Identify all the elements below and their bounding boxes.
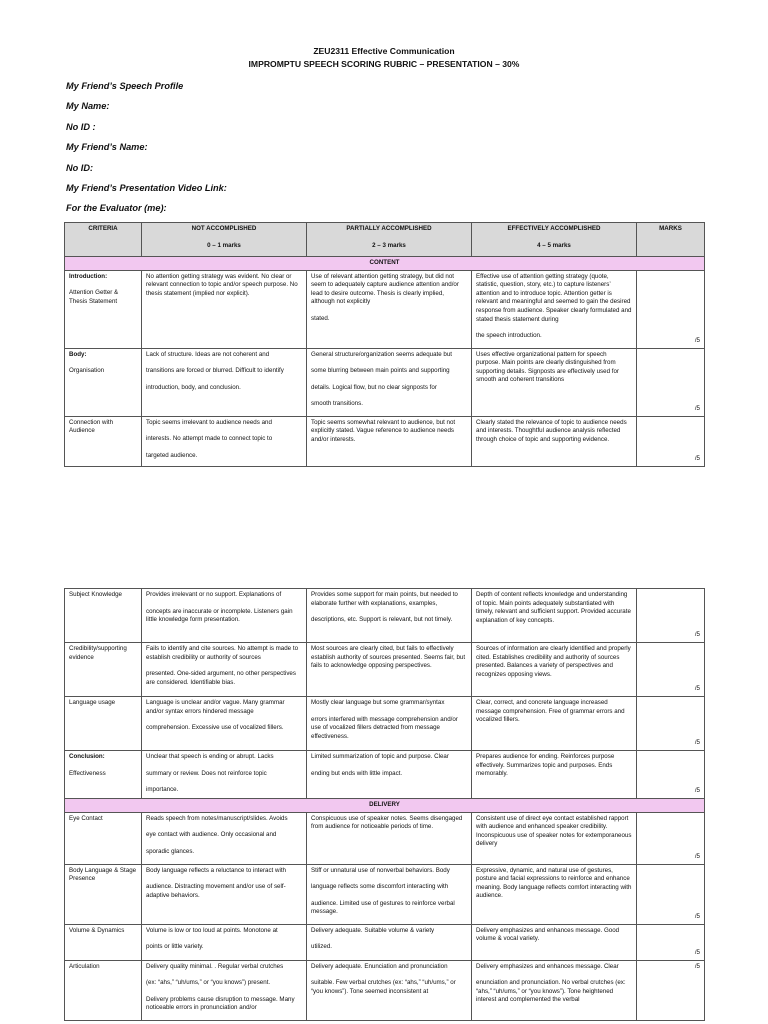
paragraph-gap [311, 359, 467, 367]
partial-descriptor-cell [307, 812, 472, 864]
partial-descriptor-paragraph: ending but ends with little impact. [311, 769, 403, 777]
not-descriptor-paragraph: sporadic glances. [146, 847, 195, 855]
effective-descriptor-paragraph: Clearly stated the relevance of topic to audience needs and interests. Thoughtful audience analysis reflected through choice of topic and supporting evidence. [476, 418, 627, 443]
partial-descriptor-paragraph: Most sources are clearly cited, but fails to effectively establish authority of sources presented. Seems fair, but fails to acknowledge opposing perspectives. [311, 645, 466, 670]
criteria-cell [65, 864, 142, 924]
effective-descriptor-cell [472, 697, 637, 751]
not-descriptor-paragraph: Delivery quality minimal. . Regular verbal crutches [146, 962, 284, 970]
marks-header: MARKS [637, 223, 705, 257]
rubric-row [65, 960, 705, 1020]
partial-descriptor-cell [307, 643, 472, 697]
my-id-label: No ID : [66, 122, 96, 132]
paragraph-gap [311, 762, 467, 770]
paragraph-gap [146, 988, 302, 996]
criteria-name: Connection with Audience [69, 418, 114, 435]
criteria-name: Body Language & Stage Presence [69, 866, 137, 883]
not-descriptor-paragraph: Volume is low or too loud at points. Monotone at [146, 926, 278, 934]
paragraph-gap [69, 281, 137, 289]
rubric-title: IMPROMPTU SPEECH SCORING RUBRIC – PRESENTATION – 30% [248, 59, 520, 69]
effective-descriptor-cell [472, 864, 637, 924]
not-descriptor-cell [142, 812, 307, 864]
not-descriptor-paragraph: transitions are forced or blurred. Difficult to identify [146, 367, 284, 375]
criteria-cell [65, 643, 142, 697]
not-descriptor-paragraph: Unclear that speech is ending or abrupt. Lacks [146, 753, 274, 760]
my-name-label: My Name: [66, 101, 110, 111]
not-descriptor-paragraph: targeted audience. [146, 451, 198, 459]
rubric-row [65, 864, 705, 924]
partially-accomplished-range: 2 – 3 marks [372, 241, 406, 249]
not-descriptor-paragraph: interests. No attempt made to connect topic to [146, 435, 273, 443]
rubric-row [65, 751, 705, 799]
video-link-label: My Friend’s Presentation Video Link: [66, 183, 227, 193]
partial-descriptor-paragraph: Mostly clear language but some grammar/syntax [311, 699, 445, 706]
not-descriptor-paragraph: No attention getting strategy was evident. No clear or relevant connection to topic and/or speech purpose. No thesis statement (implied nor explicit). [146, 272, 298, 297]
rubric-row [65, 589, 705, 643]
marks-cell: /5 [637, 643, 705, 697]
effective-descriptor-paragraph: Delivery emphasizes and enhances message. Clear [476, 962, 619, 970]
marks-cell: /5 [637, 751, 705, 799]
effective-descriptor-paragraph: Clear, correct, and concrete language increased message comprehension. Free of grammar errors and vocalized fillers. [476, 699, 625, 724]
criteria-cell [65, 751, 142, 799]
effective-descriptor-paragraph: Sources of information are clearly identified and properly cited. Establishes credibility and authority of sources presented. Balances a variety of perspectives and recognizes opposing views. [476, 645, 631, 678]
effective-descriptor-cell [472, 589, 637, 643]
not-descriptor-cell [142, 589, 307, 643]
not-accomplished-label: NOT ACCOMPLISHED [191, 225, 257, 232]
not-descriptor-cell [142, 270, 307, 348]
criteria-name: Volume & Dynamics [69, 926, 125, 934]
paragraph-gap [311, 971, 467, 979]
partial-descriptor-paragraph: Use of relevant attention getting strategy, but did not seem to adequately capture audience attention and/or lead to desire outcome. Thesis is clearly implied, although not explicitly [311, 272, 459, 306]
not-descriptor-paragraph: points or little variety. [146, 943, 204, 951]
profile-heading: My Friend’s Speech Profile [66, 81, 184, 91]
effectively-accomplished-header [472, 223, 637, 257]
not-descriptor-paragraph: (ex: “ahs,” “uh/ums,” or “you knows”) present. [146, 979, 271, 987]
partial-descriptor-paragraph: Stiff or unnatural use of nonverbal behaviors. Body [311, 866, 450, 874]
not-descriptor-paragraph: Language is unclear and/or vague. Many grammar and/or syntax errors hindered message [146, 699, 285, 715]
marks-cell: /5 [637, 348, 705, 416]
paragraph-gap [146, 600, 302, 608]
not-descriptor-paragraph: Topic seems irrelevant to audience needs and [146, 418, 272, 426]
paragraph-gap [146, 762, 302, 770]
not-descriptor-paragraph: introduction, body, and conclusion. [146, 383, 241, 391]
paragraph-gap [476, 971, 632, 979]
paragraph-gap [146, 716, 302, 724]
criteria-subtitle: Organisation [69, 367, 105, 375]
partial-descriptor-paragraph: Topic seems somewhat relevant to audience, but not explicitly stated. Vague reference to audience needs and/or interests. [311, 418, 456, 443]
rubric-table-content [64, 222, 705, 467]
partial-descriptor-paragraph: General structure/organization seems adequate but [311, 350, 453, 358]
not-accomplished-range: 0 – 1 marks [207, 241, 241, 249]
section-row-delivery [65, 799, 705, 813]
effective-descriptor-cell [472, 751, 637, 799]
criteria-name: Introduction: [69, 272, 108, 280]
criteria-cell [65, 348, 142, 416]
partial-descriptor-paragraph: errors interfered with message comprehension and/or use of vocalized fillers detracted from message effectiveness. [311, 715, 458, 740]
effective-descriptor-paragraph: enunciation and pronunciation. No verbal crutches (ex: “ahs,” “uh/ums,” or “you knows”). Tone heightened interest and complemented the verbal [476, 979, 626, 1004]
marks-cell: /5 [637, 697, 705, 751]
criteria-cell [65, 697, 142, 751]
paragraph-gap [146, 662, 302, 670]
criteria-name: Body: [69, 350, 87, 358]
paragraph-gap [146, 359, 302, 367]
paragraph-gap [311, 892, 467, 900]
rubric-row [65, 812, 705, 864]
not-descriptor-paragraph: Reads speech from notes/manuscript/slides. Avoids [146, 814, 288, 822]
paragraph-gap [146, 376, 302, 384]
effective-descriptor-paragraph: the speech introduction. [476, 332, 542, 340]
partial-descriptor-paragraph: audience. Limited use of gestures to reinforce verbal message. [311, 899, 455, 916]
criteria-name: Language usage [69, 699, 116, 706]
paragraph-gap [476, 324, 632, 332]
effective-descriptor-paragraph: Consistent use of direct eye contact established rapport with audience and enhanced speaker credibility. Inconspicuous use of speaker notes for extemporaneous delivery [476, 814, 632, 848]
partially-accomplished-label: PARTIALLY ACCOMPLISHED [346, 225, 432, 232]
not-descriptor-paragraph: comprehension. Excessive use of vocalized fillers. [146, 724, 284, 732]
partial-descriptor-cell [307, 270, 472, 348]
section-label-delivery: DELIVERY [65, 799, 705, 813]
partial-descriptor-paragraph: some blurring between main points and supporting [311, 367, 450, 375]
paragraph-gap [146, 935, 302, 943]
not-descriptor-paragraph: Lack of structure. Ideas are not coherent and [146, 350, 270, 358]
not-descriptor-cell [142, 864, 307, 924]
criteria-cell [65, 270, 142, 348]
effective-descriptor-cell [472, 812, 637, 864]
criteria-name: Eye Contact [69, 814, 103, 822]
partial-descriptor-cell [307, 348, 472, 416]
effectively-accomplished-range: 4 – 5 marks [537, 241, 571, 249]
effective-descriptor-cell [472, 416, 637, 466]
effective-descriptor-paragraph: Delivery emphasizes and enhances message. Good volume & vocal variety. [476, 926, 620, 943]
criteria-cell [65, 416, 142, 466]
rubric-row [65, 416, 705, 466]
paragraph-gap [146, 444, 302, 452]
marks-cell: /5 [637, 960, 705, 1020]
criteria-cell [65, 589, 142, 643]
not-descriptor-paragraph: presented. One-sided argument, no other perspectives are considered. Identifiable bias. [146, 670, 296, 686]
rubric-row [65, 697, 705, 751]
criteria-cell [65, 960, 142, 1020]
partial-descriptor-paragraph: stated. [311, 314, 330, 322]
not-descriptor-paragraph: audience. Distracting movement and/or use of self-adaptive behaviors. [146, 883, 286, 899]
criteria-name: Subject Knowledge [69, 591, 122, 598]
criteria-cell [65, 924, 142, 960]
not-descriptor-paragraph: Provides irrelevant or no support. Explanations of [146, 591, 282, 598]
not-descriptor-cell [142, 416, 307, 466]
partial-descriptor-paragraph: Limited summarization of topic and purpose. Clear [311, 753, 449, 760]
not-descriptor-paragraph: Delivery problems cause disruption to message. Many noticeable errors in pronunciation and/or [146, 995, 295, 1012]
paragraph-gap [146, 427, 302, 435]
effectively-accomplished-label: EFFECTIVELY ACCOMPLISHED [507, 225, 601, 232]
paragraph-gap [311, 608, 467, 616]
effective-descriptor-cell [472, 924, 637, 960]
criteria-name: Credibility/supporting evidence [69, 645, 127, 661]
partial-descriptor-paragraph: smooth transitions. [311, 400, 363, 408]
not-descriptor-cell [142, 643, 307, 697]
partial-descriptor-paragraph: details. Logical flow, but no clear signposts for [311, 383, 437, 391]
not-accomplished-header [142, 223, 307, 257]
paragraph-gap [311, 708, 467, 716]
section-row-content [65, 257, 705, 271]
effective-descriptor-cell [472, 960, 637, 1020]
effective-descriptor-paragraph: Depth of content reflects knowledge and understanding of topic. Main points adequately substantiated with timely, relevant and sufficient support. Provided accurate explanation of key concepts. [476, 591, 631, 624]
partial-descriptor-paragraph: suitable. Few verbal crutches (ex: “ahs,” “uh/ums,” or “you knows”). Tone seemed inconsistent at [311, 979, 456, 995]
criteria-header: CRITERIA [65, 223, 142, 257]
paragraph-gap [146, 823, 302, 831]
partial-descriptor-paragraph: language reflects some discomfort interacting with [311, 883, 449, 891]
partial-descriptor-cell [307, 960, 472, 1020]
partial-descriptor-cell [307, 864, 472, 924]
criteria-subtitle: Effectiveness [69, 769, 106, 777]
paragraph-gap [311, 875, 467, 883]
not-descriptor-cell [142, 751, 307, 799]
marks-cell: /5 [637, 864, 705, 924]
partial-descriptor-paragraph: utilized. [311, 943, 332, 951]
not-descriptor-paragraph: summary or review. Does not reinforce topic [146, 769, 267, 777]
paragraph-gap [146, 778, 302, 786]
section-label-content: CONTENT [65, 257, 705, 271]
partial-descriptor-paragraph: Provides some support for main points, but needed to elaborate further with explanations, examples, [311, 591, 458, 607]
not-descriptor-paragraph: Body language reflects a reluctance to interact with [146, 866, 286, 874]
partial-descriptor-paragraph: Delivery adequate. Enunciation and pronunciation [311, 962, 448, 970]
friend-id-label: No ID: [66, 163, 94, 173]
course-title: ZEU2311 Effective Communication [313, 46, 455, 56]
effective-descriptor-cell [472, 270, 637, 348]
not-descriptor-paragraph: Fails to identify and cite sources. No attempt is made to establish credibility or authority of sources [146, 645, 299, 661]
not-descriptor-paragraph: eye contact with audience. Only occasional and [146, 831, 277, 839]
effective-descriptor-cell [472, 348, 637, 416]
rubric-row [65, 643, 705, 697]
effective-descriptor-paragraph: Effective use of attention getting strategy (quote, statistic, question, story, etc.) to capture listeners’ attention and to introduce topic. Attention getter is relevant and meaningful and seemed to gain the desired response from audience. Speaker clearly formulated and stated thesis statement during [476, 272, 632, 323]
effective-descriptor-paragraph: Prepares audience for ending. Reinforces purpose effectively. Summarizes topic and purposes. Ends memorably. [476, 753, 615, 778]
paragraph-gap [311, 935, 467, 943]
evaluator-label: For the Evaluator (me): [66, 203, 167, 213]
partial-descriptor-cell [307, 924, 472, 960]
marks-cell: /5 [637, 416, 705, 466]
marks-cell: /5 [637, 924, 705, 960]
not-descriptor-paragraph: importance. [146, 786, 179, 794]
partial-descriptor-cell [307, 416, 472, 466]
partial-descriptor-paragraph: descriptions, etc. Support is relevant, but not timely. [311, 616, 453, 624]
effective-descriptor-paragraph: Expressive, dynamic, and natural use of gestures, posture and facial expressions to reinforce and enhance meaning. Body language reflects comfort interacting with audience. [476, 866, 632, 900]
table-header-row [65, 223, 705, 257]
rubric-row [65, 270, 705, 348]
not-descriptor-paragraph: concepts are inaccurate or incomplete. Listeners gain little knowledge form presentation. [146, 607, 293, 624]
paragraph-gap [146, 840, 302, 848]
partial-descriptor-paragraph: Conspicuous use of speaker notes. Seems disengaged from audience for noticeable periods of time. [311, 814, 463, 831]
rubric-row [65, 348, 705, 416]
criteria-subtitle: Attention Getter & Thesis Statement [69, 289, 119, 305]
partial-descriptor-paragraph: Delivery adequate. Suitable volume & variety [311, 926, 435, 934]
effective-descriptor-cell [472, 643, 637, 697]
paragraph-gap [311, 392, 467, 400]
paragraph-gap [311, 376, 467, 384]
rubric-row [65, 924, 705, 960]
criteria-name: Articulation [69, 962, 100, 970]
paragraph-gap [69, 359, 137, 367]
not-descriptor-cell [142, 348, 307, 416]
marks-cell: /5 [637, 589, 705, 643]
rubric-table-continued [64, 588, 705, 1021]
partial-descriptor-cell [307, 697, 472, 751]
paragraph-gap [69, 762, 137, 770]
criteria-name: Conclusion: [69, 753, 105, 760]
partial-descriptor-cell [307, 751, 472, 799]
not-descriptor-cell [142, 697, 307, 751]
partially-accomplished-header [307, 223, 472, 257]
friend-name-label: My Friend’s Name: [66, 142, 148, 152]
paragraph-gap [311, 307, 467, 315]
not-descriptor-cell [142, 924, 307, 960]
effective-descriptor-paragraph: Uses effective organizational pattern for speech purpose. Main points are clearly distinguished from supporting details. Signposts are effectively used for smooth and coherent transitions [476, 350, 619, 384]
marks-cell: /5 [637, 270, 705, 348]
criteria-cell [65, 812, 142, 864]
marks-cell: /5 [637, 812, 705, 864]
paragraph-gap [146, 875, 302, 883]
paragraph-gap [146, 971, 302, 979]
not-descriptor-cell [142, 960, 307, 1020]
partial-descriptor-cell [307, 589, 472, 643]
